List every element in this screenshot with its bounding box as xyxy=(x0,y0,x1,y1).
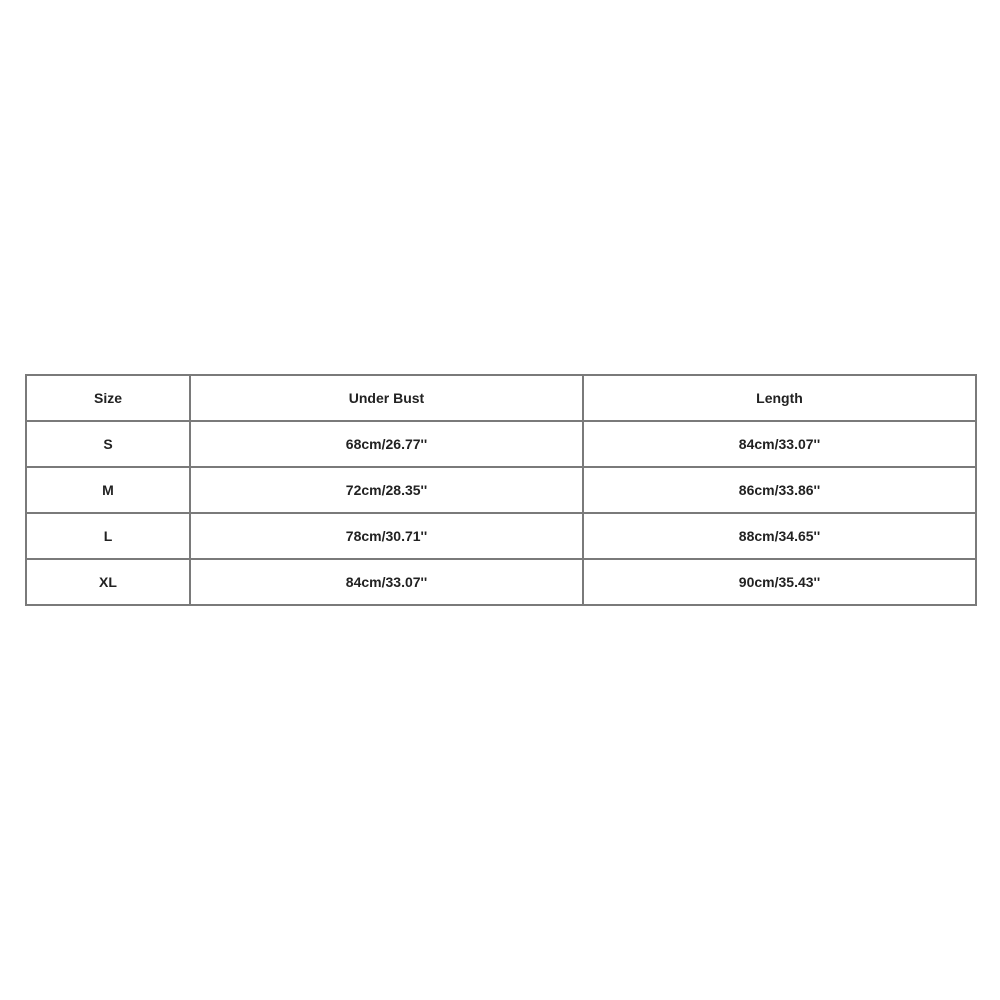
cell-length: 90cm/35.43'' xyxy=(583,559,976,605)
cell-length: 84cm/33.07'' xyxy=(583,421,976,467)
cell-size: M xyxy=(26,467,190,513)
cell-length: 88cm/34.65'' xyxy=(583,513,976,559)
cell-size: XL xyxy=(26,559,190,605)
cell-under-bust: 68cm/26.77'' xyxy=(190,421,583,467)
cell-length: 86cm/33.86'' xyxy=(583,467,976,513)
cell-under-bust: 72cm/28.35'' xyxy=(190,467,583,513)
cell-under-bust: 84cm/33.07'' xyxy=(190,559,583,605)
header-length: Length xyxy=(583,375,976,421)
table-row xyxy=(26,559,976,605)
cell-under-bust: 78cm/30.71'' xyxy=(190,513,583,559)
table-row xyxy=(26,421,976,467)
cell-size: S xyxy=(26,421,190,467)
header-size: Size xyxy=(26,375,190,421)
table-row xyxy=(26,467,976,513)
table-row xyxy=(26,513,976,559)
size-chart-table xyxy=(25,374,977,606)
header-under-bust: Under Bust xyxy=(190,375,583,421)
cell-size: L xyxy=(26,513,190,559)
table-header-row xyxy=(26,375,976,421)
